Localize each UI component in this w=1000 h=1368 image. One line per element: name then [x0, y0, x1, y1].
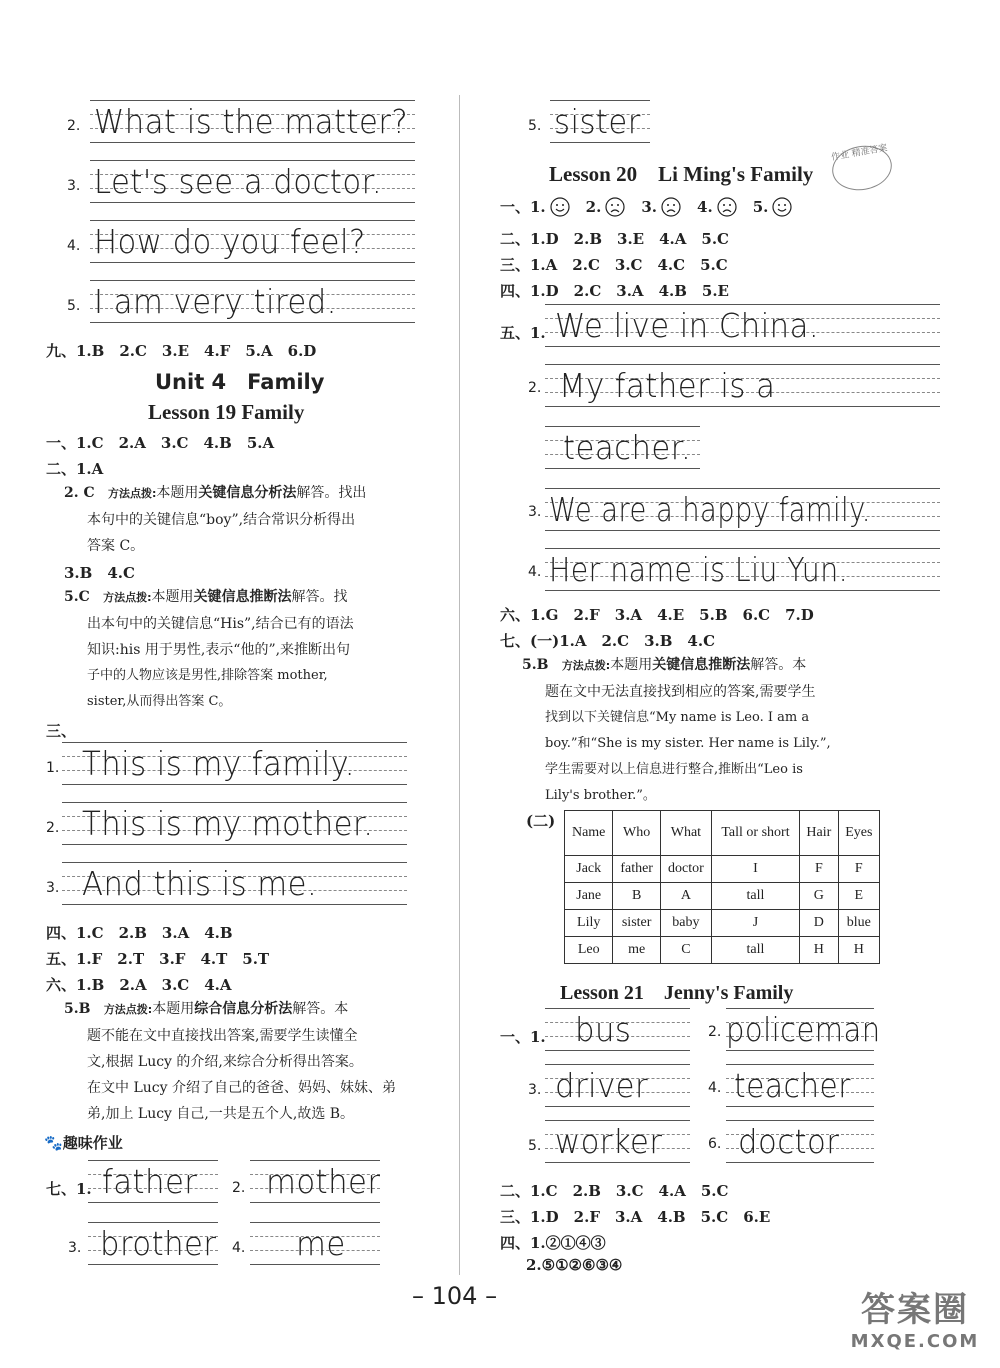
column-divider — [459, 95, 460, 1275]
handwriting-line — [726, 1008, 881, 1050]
table-cell: baby — [660, 910, 711, 937]
item-number: 5. — [752, 197, 769, 216]
fun-homework-title — [44, 1132, 123, 1153]
handwriting-text: brother — [100, 1224, 217, 1263]
answer-line: 一、1.C 2.A 3.C 4.B 5.A — [46, 434, 275, 452]
table-cell: Lily — [565, 910, 613, 937]
answer-line: 三、1.D 2.F 3.A 4.B 5.C 6.E — [500, 1208, 771, 1226]
table-cell: me — [613, 937, 661, 964]
handwriting-line — [545, 548, 940, 590]
item-number: 2. — [708, 1024, 722, 1040]
item-number: 3. — [528, 504, 542, 520]
table-cell: B — [613, 883, 661, 910]
tip-label: 方法点拨: — [103, 1003, 153, 1016]
item-number: 5. — [528, 1138, 542, 1154]
item-number: 4. — [697, 197, 713, 216]
answer-line: 二、1.A — [46, 460, 104, 478]
handwriting-line — [90, 220, 415, 262]
handwriting-line — [250, 1222, 380, 1264]
handwriting-text: sister — [554, 102, 641, 141]
explanation-text: 本题用 — [151, 589, 194, 605]
handwriting-text: teacher — [734, 1066, 851, 1105]
explanation-text: 找到以下关键信息“My name is Leo. I am a — [545, 710, 810, 725]
table-cell: father — [613, 856, 661, 883]
explanation-text: 解答。本 — [292, 1001, 349, 1017]
handwriting-line — [250, 1160, 380, 1202]
answer-line: 四、1.②①④③ — [500, 1234, 606, 1252]
table-cell: F — [800, 856, 839, 883]
item-number: 3. — [67, 178, 81, 194]
item-number: 2. — [67, 118, 81, 134]
table-header-cell: Name — [565, 811, 613, 856]
table-cell: Leo — [565, 937, 613, 964]
table-row — [565, 937, 880, 964]
lesson-title: Lesson 21 Jenny's Family — [560, 982, 794, 1004]
table-cell: J — [711, 910, 799, 937]
table-header-cell: Hair — [800, 811, 839, 856]
handwriting-text: worker — [555, 1122, 663, 1161]
handwriting-text: me — [296, 1224, 346, 1263]
sad-face-icon — [717, 197, 737, 217]
sad-face-icon — [661, 197, 681, 217]
explanation-text: 本题用 — [156, 485, 199, 501]
table-row — [565, 910, 880, 937]
tip-label: 方法点拨: — [561, 659, 611, 672]
item-number: 1. — [46, 760, 60, 776]
item-number: 3. — [641, 197, 658, 216]
answer-head: 5.C — [64, 589, 90, 605]
handwriting-line — [62, 862, 407, 904]
handwriting-text: Let's see a doctor. — [94, 162, 383, 201]
explanation-text: 在文中 Lucy 介绍了自己的爸爸、妈妈、妹妹、弟 — [87, 1080, 396, 1096]
explanation-text: 知识:his 用于男性,表示“他的”,来推断出句 — [87, 642, 351, 658]
explanation-text: 答案 C。 — [87, 538, 145, 554]
sad-face-icon — [605, 197, 625, 217]
handwriting-line — [545, 488, 940, 530]
unit-title: Unit 4 Family — [155, 370, 325, 394]
explanation-text: 文,根据 Lucy 的介绍,来综合分析得出答案。 — [87, 1054, 363, 1070]
explanation-text: 出本句中的关键信息“His”,结合已有的语法 — [87, 616, 354, 632]
handwriting-text: bus — [575, 1010, 632, 1049]
item-number: 2. — [46, 820, 60, 836]
explanation-text: 学生需要对以上信息进行整合,推断出“Leo is — [545, 762, 803, 777]
explanation-text: 子中的人物应该是男性,排除答案 mother, — [87, 668, 328, 683]
section-label: 三、 — [46, 722, 77, 740]
method-keyword: 关键信息分析法 — [198, 485, 297, 501]
handwriting-text: I am very tired. — [94, 282, 337, 321]
homework-stamp — [829, 141, 896, 195]
explanation-block — [522, 652, 942, 809]
table-cell: sister — [613, 910, 661, 937]
item-number: 4. — [708, 1080, 722, 1096]
answer-table — [564, 810, 880, 964]
explanation-text: 题在文中无法直接找到相应的答案,需要学生 — [545, 684, 816, 700]
explanation-text: 弟,加上 Lucy 自己,一共是五个人,故选 B。 — [87, 1106, 355, 1122]
section-label: (二) — [526, 812, 556, 830]
handwriting-line — [88, 1160, 218, 1202]
answer-head: 5.B — [64, 1001, 91, 1017]
handwriting-line — [545, 1008, 690, 1050]
table-cell: H — [800, 937, 839, 964]
item-number: 2. — [232, 1180, 246, 1196]
handwriting-text: What is the matter? — [94, 102, 409, 141]
item-number: 4. — [232, 1240, 246, 1256]
section-label: 五、1. — [500, 324, 546, 342]
section-label: 一、1. — [500, 198, 546, 216]
item-number: 5. — [528, 118, 542, 134]
handwriting-text: And this is me. — [82, 864, 318, 903]
item-number: 3. — [46, 880, 60, 896]
handwriting-text: teacher. — [563, 428, 692, 467]
explanation-text: 本题用 — [610, 657, 653, 673]
explanation-text: boy.”和“She is my sister. Her name is Lily.”, — [545, 736, 831, 751]
handwriting-line — [545, 364, 940, 406]
explanation-text: 解答。找 — [291, 589, 348, 605]
method-keyword: 关键信息推断法 — [652, 657, 751, 673]
handwriting-line — [62, 742, 407, 784]
answer-line: 九、1.B 2.C 3.E 4.F 5.A 6.D — [46, 342, 317, 360]
handwriting-line — [545, 426, 700, 468]
item-number: 2. — [528, 380, 542, 396]
answer-line: 二、1.D 2.B 3.E 4.A 5.C — [500, 230, 729, 248]
table-header-cell: Tall or short — [711, 811, 799, 856]
faces-row — [500, 196, 792, 217]
handwriting-text: This is my mother. — [82, 804, 374, 843]
handwriting-line — [545, 304, 940, 346]
smiley-face-icon — [550, 197, 570, 217]
handwriting-line — [62, 802, 407, 844]
answer-head: 2. C — [64, 485, 95, 501]
table-cell: Jane — [565, 883, 613, 910]
table-cell: C — [660, 937, 711, 964]
method-keyword: 综合信息分析法 — [194, 1001, 293, 1017]
table-header-cell: What — [660, 811, 711, 856]
section-label: 一、1. — [500, 1028, 546, 1046]
item-number: 4. — [528, 564, 542, 580]
item-number: 2. — [585, 197, 602, 216]
answer-line: 3.B 4.C — [64, 564, 135, 582]
handwriting-line — [90, 100, 415, 142]
table-header-row — [565, 811, 880, 856]
smiley-face-icon — [772, 197, 792, 217]
explanation-text: 本题用 — [152, 1001, 195, 1017]
explanation-block — [64, 996, 434, 1127]
explanation-text: 本句中的关键信息“boy”,结合常识分析得出 — [87, 512, 356, 528]
answer-line: 六、1.B 2.A 3.C 4.A — [46, 976, 232, 994]
handwriting-text: mother — [266, 1162, 381, 1201]
handwriting-text: father — [102, 1162, 198, 1201]
handwriting-line — [726, 1064, 874, 1106]
table-cell: E — [838, 883, 879, 910]
tip-label: 方法点拨: — [108, 487, 157, 500]
handwriting-text: My father is a — [559, 366, 776, 405]
table-cell: tall — [711, 937, 799, 964]
answer-head: 5.B — [522, 657, 549, 673]
table-row — [565, 883, 880, 910]
table-cell: doctor — [660, 856, 711, 883]
handwriting-line — [545, 1120, 690, 1162]
table-cell: A — [660, 883, 711, 910]
lesson-title: Lesson 19 Family — [148, 400, 305, 424]
table-cell: I — [711, 856, 799, 883]
answer-line: 四、1.C 2.B 3.A 4.B — [46, 924, 233, 942]
explanation-block — [64, 584, 434, 715]
explanation-block — [64, 480, 429, 559]
item-number: 4. — [67, 238, 81, 254]
answer-line: 四、1.D 2.C 3.A 4.B 5.E — [500, 282, 729, 300]
handwriting-text: This is my family. — [82, 744, 356, 783]
handwriting-line — [726, 1120, 874, 1162]
answer-line: 七、(一)1.A 2.C 3.B 4.C — [500, 632, 716, 650]
item-number: 3. — [68, 1240, 82, 1256]
method-keyword: 关键信息推断法 — [193, 589, 292, 605]
watermark-title: 答案圈 — [861, 1290, 969, 1330]
handwriting-line — [90, 160, 415, 202]
explanation-text: sister,从而得出答案 C。 — [87, 694, 232, 709]
handwriting-line — [550, 100, 650, 142]
handwriting-text: We live in China. — [555, 306, 820, 345]
handwriting-text: How do you feel? — [94, 222, 366, 261]
table-cell: tall — [711, 883, 799, 910]
handwriting-text: We are a happy family. — [549, 490, 871, 529]
handwriting-text: doctor — [738, 1122, 840, 1161]
paw-icon: 🐾 — [44, 1134, 63, 1152]
fun-homework-label: 趣味作业 — [62, 1134, 123, 1152]
answer-line: 五、1.F 2.T 3.F 4.T 5.T — [46, 950, 270, 968]
handwriting-line — [90, 280, 415, 322]
watermark-logo — [840, 1282, 990, 1352]
table-cell: G — [800, 883, 839, 910]
explanation-text: Lily's brother.”。 — [545, 788, 656, 803]
answer-line: 六、1.G 2.F 3.A 4.E 5.B 6.C 7.D — [500, 606, 814, 624]
explanation-text: 解答。找出 — [296, 485, 367, 501]
page-number: – 104 – — [412, 1282, 498, 1310]
handwriting-line — [545, 1064, 690, 1106]
handwriting-text: Her name is Liu Yun. — [549, 550, 849, 589]
table-header-cell: Eyes — [838, 811, 879, 856]
table-cell: D — [800, 910, 839, 937]
section-label: 七、1. — [46, 1180, 92, 1198]
lesson-title: Lesson 20 Li Ming's Family — [549, 162, 814, 186]
explanation-text: 题不能在文中直接找出答案,需要学生读懂全 — [87, 1028, 358, 1044]
table-cell: F — [838, 856, 879, 883]
table-row — [565, 856, 880, 883]
table-cell: Jack — [565, 856, 613, 883]
answer-line: 三、1.A 2.C 3.C 4.C 5.C — [500, 256, 728, 274]
tip-label: 方法点拨: — [103, 591, 152, 604]
watermark-url: MXQE.COM — [850, 1331, 980, 1352]
answer-line: 二、1.C 2.B 3.C 4.A 5.C — [500, 1182, 729, 1200]
handwriting-text: driver — [555, 1066, 649, 1105]
item-number: 3. — [528, 1082, 542, 1098]
stamp-text: 作业 精准答案 — [830, 143, 889, 164]
handwriting-line — [88, 1222, 218, 1264]
item-number: 6. — [708, 1136, 722, 1152]
table-header-cell: Who — [613, 811, 661, 856]
table-cell: blue — [838, 910, 879, 937]
answer-line: 2.⑤①②⑥③④ — [526, 1256, 623, 1274]
item-number: 5. — [67, 298, 81, 314]
handwriting-text: policeman — [726, 1010, 881, 1049]
explanation-text: 解答。本 — [750, 657, 807, 673]
table-cell: H — [838, 937, 879, 964]
